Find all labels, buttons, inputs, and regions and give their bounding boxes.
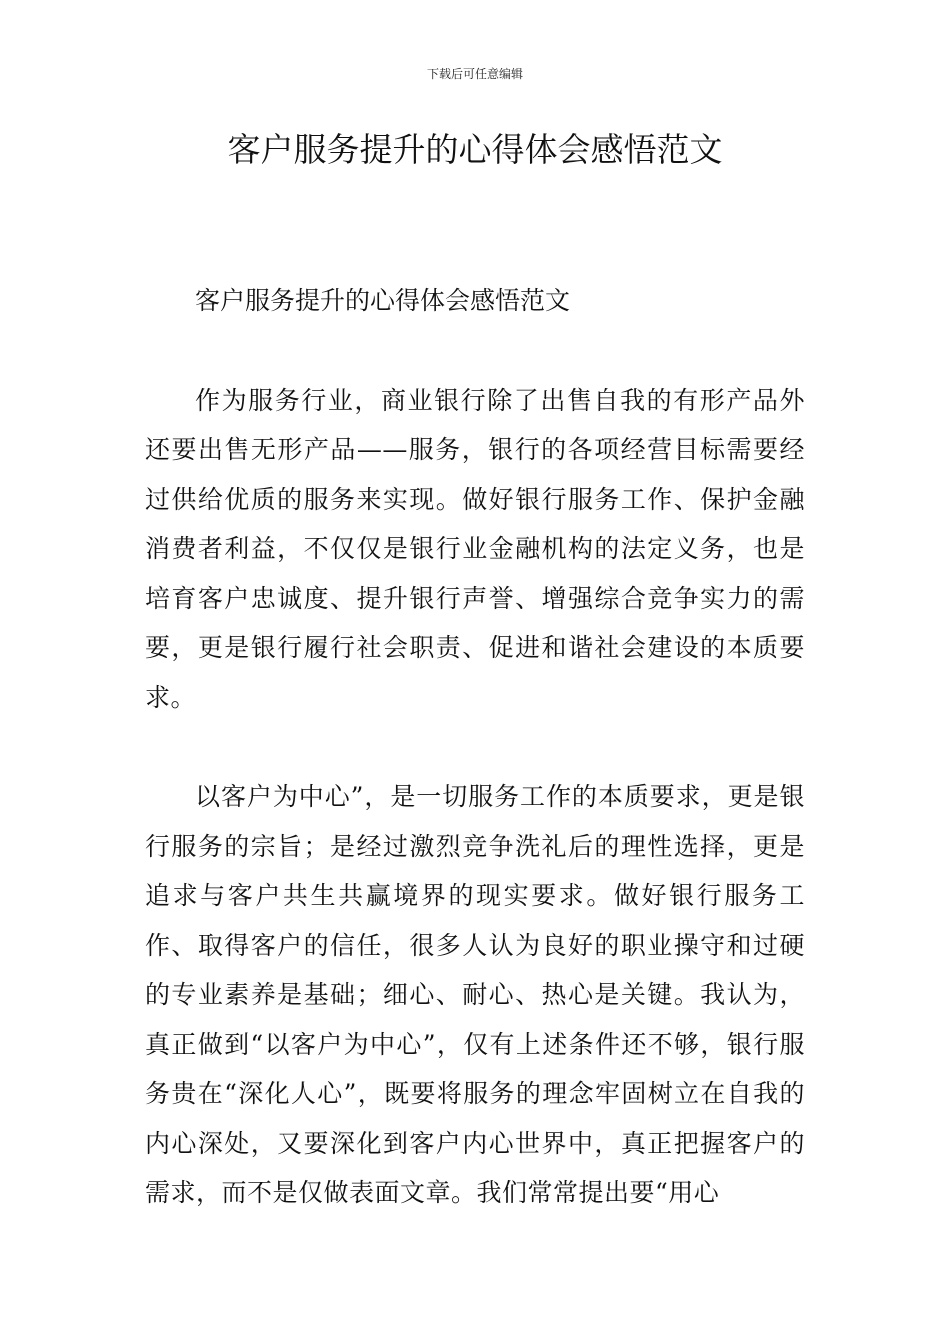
header-note: 下载后可任意编辑: [426, 67, 523, 81]
document-subtitle: 客户服务提升的心得体会感悟范文: [195, 286, 571, 315]
paragraph-1: 作为服务行业，商业银行除了出售自我的有形产品外还要出售无形产品——服务，银行的各项经营目标需要经过供给优质的服务来实现。做好银行服务工作、保护金融消费者利益，不仅仅是银行业金融机构的法定义务，也是培育客户忠诚度、提升银行声誉、增强综合竞争实力的需要，更是银行履行社会职责、促进和谐社会建设的本质要求。: [145, 385, 805, 712]
document-body: [145, 276, 805, 1218]
paragraph-2: 以客户为中心”，是一切服务工作的本质要求，更是银行服务的宗旨；是经过激烈竞争洗礼后的理性选择，更是追求与客户共生共赢境界的现实要求。做好银行服务工作、取得客户的信任，很多人认为良好的职业操守和过硬的专业素养是基础；细心、耐心、热心是关键。我认为，真正做到“以客户为中心”，仅有上述条件还不够，银行服务贵在“深化人心”，既要将服务的理念牢固树立在自我的内心深处，又要深化到客户内心世界中，真正把握客户的需求，而不是仅做表面文章。我们常常提出要“用心: [145, 782, 805, 1207]
document-title: 客户服务提升的心得体会感悟范文: [227, 130, 723, 169]
